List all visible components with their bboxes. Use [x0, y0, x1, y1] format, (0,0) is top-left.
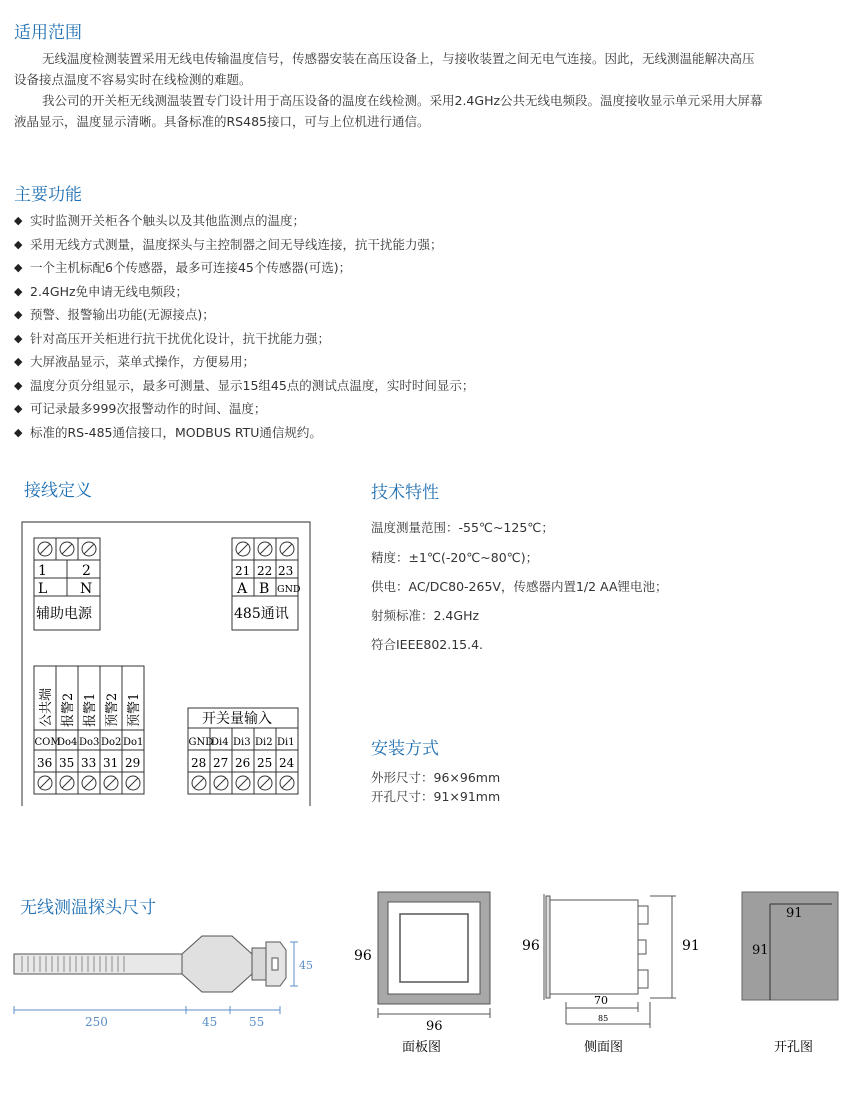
side-dim-left: 96 — [522, 938, 540, 954]
comm-a: A — [237, 581, 248, 597]
hole-drawing — [732, 884, 842, 1064]
dim-45: 45 — [202, 1015, 218, 1029]
aux-label: 辅助电源 — [36, 606, 92, 622]
feature-item — [14, 233, 844, 257]
terminal-screw-icon — [82, 776, 96, 790]
dim-55: 55 — [249, 1015, 265, 1029]
feature-text: 预警、报警输出功能(无源接点)； — [30, 307, 215, 322]
features-list — [14, 209, 844, 444]
switch-code: GND — [188, 737, 214, 748]
diamond-bullet-icon: ◆ — [14, 378, 23, 392]
feature-text: 针对高压开关柜进行抗干扰优化设计，抗干扰能力强； — [30, 330, 331, 346]
switch-num: 27 — [213, 756, 229, 770]
feature-text: 实时监测开关柜各个触头以及其他监测点的温度； — [30, 213, 306, 228]
install-title: 安装方式 — [371, 739, 439, 759]
relay-code: COM — [34, 737, 61, 748]
switch-num: 28 — [191, 756, 207, 770]
relay-code: Do1 — [123, 737, 144, 748]
terminal-screw-icon — [60, 776, 74, 790]
side-dim-right: 91 — [682, 938, 700, 954]
diamond-bullet-icon: ◆ — [14, 261, 23, 274]
feature-item — [14, 280, 844, 304]
tech-item: 温度测量范围：-55℃~125℃； — [371, 520, 554, 535]
panel-dim-left: 96 — [354, 948, 372, 964]
switch-num: 24 — [279, 756, 295, 770]
relay-header: 预警2 — [105, 692, 120, 727]
scope-p1-line2: 设备接点温度不容易实时在线检测的难题。 — [14, 72, 252, 87]
terminal-screw-icon — [214, 776, 228, 790]
relay-num: 35 — [59, 756, 75, 770]
switch-code: Di2 — [255, 737, 273, 748]
aux-n: N — [80, 581, 93, 597]
tech-item: 供电：AC/DC80-265V，传感器内置1/2 AA锂电池； — [371, 579, 668, 594]
diamond-bullet-icon: ◆ — [14, 331, 23, 345]
relay-code: Do2 — [101, 737, 122, 748]
comm-label: 485通讯 — [234, 606, 289, 622]
comm-gnd: GND — [277, 584, 301, 595]
terminal-screw-icon — [258, 542, 272, 556]
panel-caption: 面板图 — [402, 1040, 442, 1055]
feature-text: 一个主机标配6个传感器，最多可连接45个传感器(可选)； — [30, 260, 352, 275]
probe-neck — [252, 948, 266, 980]
comm-num-23: 23 — [278, 564, 294, 578]
switch-code: Di3 — [233, 737, 251, 748]
terminal-screw-icon — [60, 542, 74, 556]
feature-text: 大屏液晶显示，菜单式操作，方便易用； — [30, 354, 256, 369]
relay-output-block — [34, 666, 144, 794]
diamond-bullet-icon: ◆ — [14, 214, 23, 227]
relay-num: 36 — [37, 756, 53, 770]
wiring-diagram — [14, 516, 314, 806]
terminal-screw-icon — [280, 542, 294, 556]
panel-dim-bottom: 96 — [426, 1019, 443, 1034]
hole-dim-top: 91 — [786, 906, 803, 921]
terminal-screw-icon — [82, 542, 96, 556]
switch-input-block — [188, 708, 298, 794]
tech-item: 符合IEEE802.15.4. — [371, 637, 484, 652]
terminal-screw-icon — [104, 776, 118, 790]
comm-b: B — [259, 581, 270, 597]
feature-text: 可记录最多999次报警动作的时间、温度； — [30, 401, 267, 416]
scope-title: 适用范围 — [14, 23, 82, 43]
comm-num-21: 21 — [235, 564, 251, 578]
features-title: 主要功能 — [14, 185, 82, 205]
side-body — [550, 900, 638, 994]
side-dim-70: 70 — [594, 994, 608, 1007]
feature-item — [14, 327, 844, 351]
relay-header: 预警1 — [127, 692, 142, 727]
terminal-screw-icon — [38, 542, 52, 556]
wiring-title: 接线定义 — [24, 481, 92, 501]
aux-l: L — [38, 581, 48, 597]
panel-screen — [400, 914, 468, 982]
scope-p2-line1: 我公司的开关柜无线测温装置专门设计用于高压设备的温度在线检测。采用2.4GHz公共无线电频段。温度接收显示单元采用大屏幕 — [42, 93, 763, 108]
relay-code: Do3 — [79, 737, 100, 748]
feature-item — [14, 256, 844, 280]
install-item: 开孔尺寸：91×91mm — [371, 789, 501, 804]
tech-title: 技术特性 — [371, 483, 439, 503]
tech-item: 精度：±1℃(-20℃~80℃)； — [371, 550, 539, 565]
terminal-screw-icon — [38, 776, 52, 790]
feature-item — [14, 421, 844, 445]
side-dim-85: 85 — [598, 1014, 609, 1023]
feature-text: 2.4GHz免申请无线电频段； — [30, 283, 189, 299]
diamond-bullet-icon: ◆ — [14, 425, 23, 439]
switch-code: Di4 — [211, 737, 229, 748]
terminal-screw-icon — [126, 776, 140, 790]
side-drawing — [516, 884, 706, 1064]
probe-head — [182, 936, 252, 992]
terminal-screw-icon — [236, 776, 250, 790]
scope-paragraph-1 — [14, 48, 849, 132]
scope-p1-line1: 无线温度检测装置采用无线电传输温度信号，传感器安装在高压设备上，与接收装置之间无电气连接。因此，无线测温能解决高压 — [42, 51, 755, 66]
panel-drawing — [350, 884, 500, 1064]
feature-item — [14, 350, 844, 374]
switch-num: 26 — [235, 756, 251, 770]
hole-dim-left: 91 — [752, 943, 769, 958]
terminal-screw-icon — [236, 542, 250, 556]
relay-code: Do4 — [57, 737, 78, 748]
side-bezel — [546, 896, 550, 998]
switch-num: 25 — [257, 756, 273, 770]
diamond-bullet-icon: ◆ — [14, 402, 23, 415]
probe-drawing — [8, 922, 328, 1032]
diamond-bullet-icon: ◆ — [14, 308, 23, 321]
comm-block — [232, 538, 301, 630]
feature-text: 温度分页分组显示，最多可测量、显示15组45点的测试点温度，实时时间显示； — [30, 377, 475, 393]
aux-num-2: 2 — [82, 563, 91, 579]
relay-num: 29 — [125, 756, 141, 770]
feature-text: 采用无线方式测量，温度探头与主控制器之间无导线连接，抗干扰能力强； — [30, 236, 443, 252]
switch-code: Di1 — [277, 737, 295, 748]
relay-header: 报警1 — [83, 692, 98, 727]
install-item: 外形尺寸：96×96mm — [371, 770, 501, 785]
feature-item — [14, 209, 844, 233]
diamond-bullet-icon: ◆ — [14, 284, 23, 298]
dim-height-45: 45 — [299, 959, 313, 972]
feature-item — [14, 374, 844, 398]
relay-header: 报警2 — [61, 692, 76, 727]
probe-title: 无线测温探头尺寸 — [20, 898, 156, 918]
switch-title: 开关量输入 — [202, 711, 272, 727]
relay-num: 31 — [103, 756, 119, 770]
terminal-screw-icon — [258, 776, 272, 790]
scope-p2-line2: 液晶显示，温度显示清晰。具备标准的RS485接口，可与上位机进行通信。 — [14, 114, 430, 129]
relay-num: 33 — [81, 756, 97, 770]
dim-250: 250 — [85, 1015, 108, 1029]
feature-item — [14, 303, 844, 327]
aux-power-block — [34, 538, 100, 630]
side-caption: 侧面图 — [584, 1040, 624, 1055]
comm-num-22: 22 — [257, 564, 273, 578]
hole-caption: 开孔图 — [774, 1040, 814, 1055]
terminal-screw-icon — [280, 776, 294, 790]
feature-item — [14, 397, 844, 421]
diamond-bullet-icon: ◆ — [14, 237, 23, 251]
probe-body — [14, 954, 182, 974]
terminal-screw-icon — [192, 776, 206, 790]
feature-text: 标准的RS-485通信接口，MODBUS RTU通信规约。 — [30, 424, 322, 440]
relay-header: 公共端 — [39, 687, 54, 727]
diamond-bullet-icon: ◆ — [14, 355, 23, 368]
aux-num-1: 1 — [38, 563, 47, 579]
tech-item: 射频标准：2.4GHz — [371, 608, 480, 623]
